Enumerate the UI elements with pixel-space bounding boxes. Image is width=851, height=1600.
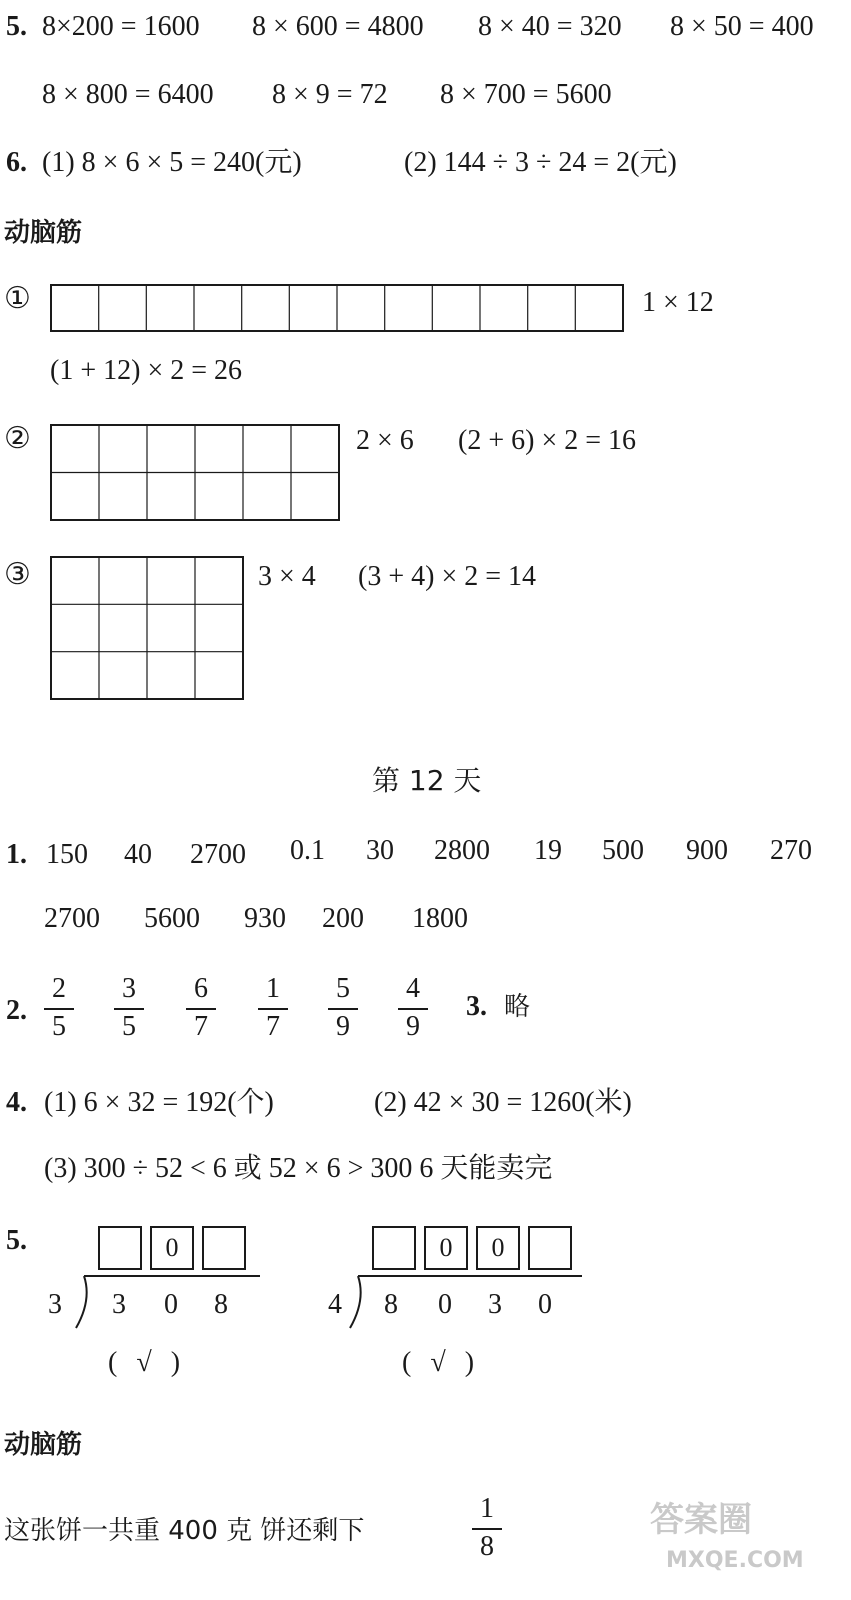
grid-3x4 — [50, 556, 244, 700]
divisor: 3 — [48, 1289, 62, 1320]
fraction: 3 5 — [114, 974, 144, 1044]
q6-number: 6. — [6, 147, 27, 178]
quotient-box — [98, 1226, 142, 1270]
brain-teaser-heading-2: 动脑筋 — [4, 1430, 83, 1460]
d1-number: 1. — [6, 839, 27, 870]
d5-number: 5. — [6, 1225, 27, 1256]
q6-part-1: (1) 8 × 6 × 5 = 240(元) — [42, 147, 302, 178]
watermark-url: MXQE.COM — [666, 1548, 804, 1573]
item-2-marker: ② — [4, 421, 31, 456]
quotient-box — [202, 1226, 246, 1270]
day-title: 第 12 天 — [372, 764, 482, 797]
d1-answer: 19 — [534, 835, 562, 866]
q5-eq-4: 8 × 50 = 400 — [670, 11, 814, 42]
quotient-box — [528, 1226, 572, 1270]
d1-answer: 1800 — [412, 903, 468, 934]
fraction: 1 7 — [258, 974, 288, 1044]
quotient-box: 0 — [150, 1226, 194, 1270]
fraction: 2 5 — [44, 974, 74, 1044]
item-3-label: 3 × 4 — [258, 561, 316, 592]
d4-number: 4. — [6, 1087, 27, 1118]
d1-answer: 200 — [322, 903, 364, 934]
q5-eq-7: 8 × 700 = 5600 — [440, 79, 612, 110]
item-1-formula: (1 + 12) × 2 = 26 — [50, 355, 243, 386]
dividend-digit: 0 — [164, 1289, 178, 1320]
q5-eq-2: 8 × 600 = 4800 — [252, 11, 424, 42]
q5-eq-1: 8×200 = 1600 — [42, 11, 200, 42]
item-2-label: 2 × 6 — [356, 425, 414, 456]
fraction: 5 9 — [328, 974, 358, 1044]
d1-answer: 150 — [46, 839, 88, 870]
item-2-formula: (2 + 6) × 2 = 16 — [458, 425, 637, 456]
watermark-logo: 答案圈 — [650, 1500, 752, 1540]
divisor: 4 — [328, 1289, 342, 1320]
quotient-box — [372, 1226, 416, 1270]
d1-answer: 30 — [366, 835, 394, 866]
d2-number: 2. — [6, 995, 27, 1026]
d1-answer: 2800 — [434, 835, 490, 866]
brain-teaser-heading: 动脑筋 — [4, 218, 83, 248]
d1-answer: 5600 — [144, 903, 200, 934]
item-3-formula: (3 + 4) × 2 = 14 — [358, 561, 537, 592]
quotient-box: 0 — [476, 1226, 520, 1270]
d1-answer: 900 — [686, 835, 728, 866]
q3-number: 3. — [466, 991, 487, 1022]
d1-answer: 0.1 — [290, 835, 325, 866]
item-1-label: 1 × 12 — [642, 287, 714, 318]
q3-answer: 略 — [504, 992, 531, 1022]
q5-number: 5. — [6, 11, 27, 42]
division-bracket — [62, 1272, 262, 1332]
check-mark-2: ( √ ) — [402, 1347, 481, 1378]
grid-1x12 — [50, 284, 624, 332]
dividend-digit: 3 — [488, 1289, 502, 1320]
dividend-digit: 8 — [214, 1289, 228, 1320]
q5-eq-3: 8 × 40 = 320 — [478, 11, 622, 42]
grid-2x6 — [50, 424, 340, 521]
d1-answer: 40 — [124, 839, 152, 870]
final-fraction: 1 8 — [472, 1494, 502, 1564]
d1-answer: 2700 — [44, 903, 100, 934]
d4-part-2: (2) 42 × 30 = 1260(米) — [374, 1087, 632, 1118]
dividend-digit: 0 — [438, 1289, 452, 1320]
dividend-digit: 3 — [112, 1289, 126, 1320]
dividend-digit: 8 — [384, 1289, 398, 1320]
q6-part-2: (2) 144 ÷ 3 ÷ 24 = 2(元) — [404, 147, 677, 178]
d1-answer: 500 — [602, 835, 644, 866]
fraction: 6 7 — [186, 974, 216, 1044]
fraction: 4 9 — [398, 974, 428, 1044]
d1-answer: 2700 — [190, 839, 246, 870]
d1-answer: 930 — [244, 903, 286, 934]
d4-part-1: (1) 6 × 32 = 192(个) — [44, 1087, 274, 1118]
final-answer-text: 这张饼一共重 400 克 饼还剩下 — [4, 1516, 365, 1546]
d1-answer: 270 — [770, 835, 812, 866]
q5-eq-6: 8 × 9 = 72 — [272, 79, 388, 110]
item-3-marker: ③ — [4, 557, 31, 592]
check-mark-1: ( √ ) — [108, 1347, 187, 1378]
quotient-box: 0 — [424, 1226, 468, 1270]
q5-eq-5: 8 × 800 = 6400 — [42, 79, 214, 110]
dividend-digit: 0 — [538, 1289, 552, 1320]
d4-part-3: (3) 300 ÷ 52 < 6 或 52 × 6 > 300 6 天能卖完 — [44, 1153, 553, 1184]
item-1-marker: ① — [4, 281, 31, 316]
